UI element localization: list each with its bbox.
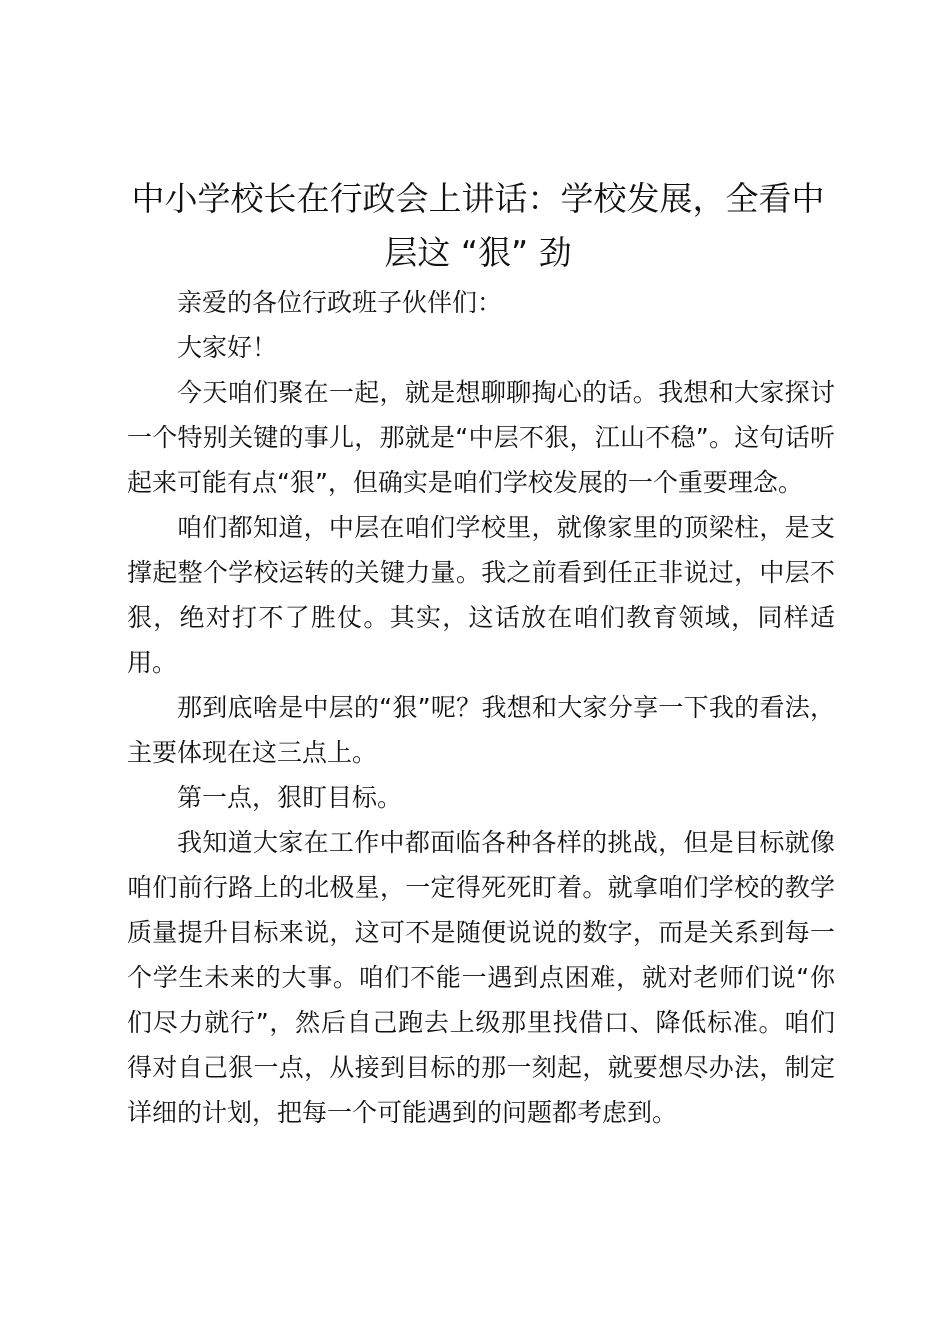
speech-body	[127, 280, 835, 1135]
speech-title: 中小学校长在行政会上讲话：学校发展，全看中层这 “狠” 劲	[131, 179, 825, 272]
salutation: 亲爱的各位行政班子伙伴们：	[177, 288, 503, 317]
body-paragraph: 那到底啥是中层的“狠”呢？我想和大家分享一下我的看法，主要体现在这三点上。	[127, 693, 835, 767]
section-heading: 第一点，狠盯目标。	[177, 783, 403, 812]
body-paragraph: 我知道大家在工作中都面临各种各样的挑战，但是目标就像咱们前行路上的北极星，一定得死死盯着。就拿咱们学校的教学质量提升目标来说，这可不是随便说说的数字，而是关系到每一个学生未来的大事。咱们不能一遇到点困难，就对老师们说“你们尽力就行”，然后自己跑去上级那里找借口、降低标准。咱们得对自己狠一点，从接到目标的那一刻起，就要想尽办法，制定详细的计划，把每一个可能遇到的问题都考虑到。	[127, 828, 835, 1127]
body-paragraph: 今天咱们聚在一起，就是想聊聊掏心的话。我想和大家探讨一个特别关键的事儿，那就是“中层不狠，江山不稳”。这句话听起来可能有点“狠”，但确实是咱们学校发展的一个重要理念。	[127, 378, 835, 497]
body-paragraph: 咱们都知道，中层在咱们学校里，就像家里的顶梁柱，是支撑起整个学校运转的关键力量。我之前看到任正非说过，中层不狠，绝对打不了胜仗。其实，这话放在咱们教育领域，同样适用。	[127, 513, 835, 677]
greeting: 大家好！	[177, 333, 278, 362]
